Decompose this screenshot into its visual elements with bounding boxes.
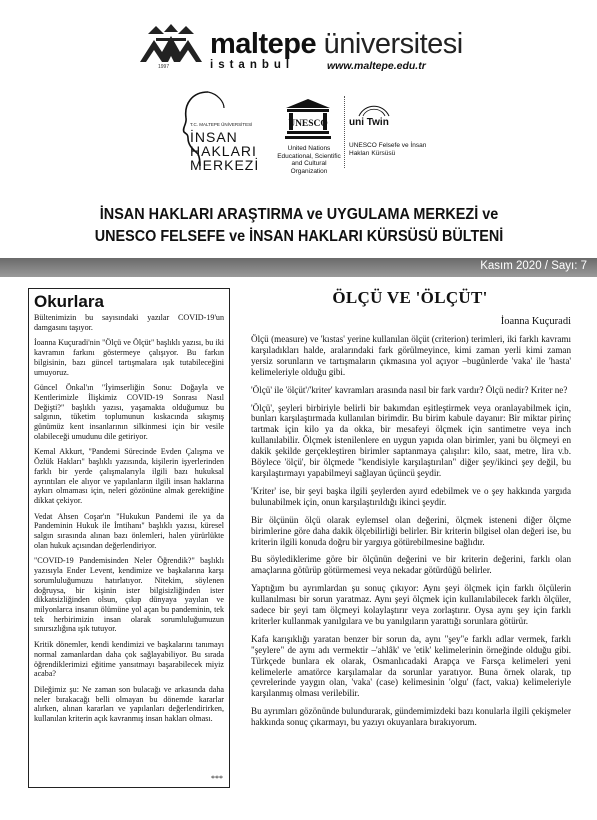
bulletin-title-line-1: İNSAN HAKLARI ARAŞTIRMA ve UYGULAMA MERKEZİ ve [99,206,499,223]
issue-date: Kasım 2020 / Sayı: 7 [480,260,587,272]
readers-paragraph: Kemal Akkurt, "Pandemi Sürecinde Evden Çalışma ve Özlük Hakları" başlıklı yazısında, kişilerin işyerlerinden farklı bir yerde çalışmalarıyla ilgili bazı hukuksal ayrıntıları ele alıyor ve yapılanların ilgili insan haklarına aykırı olmaması için, neleri gözönüne almak gerektiğine dikkat çekiyor. [34,447,224,505]
readers-heading: Okurlara [34,292,104,311]
readers-paragraph: Güncel Önkal'ın "İyimserliğin Sonu: Doğayla ve Kentlerimizle İlişkimiz COVID-19 Sonrası Nasıl Değişti?" başlıklı yazısı, yaşamakta olduğumuz bu salgının, tüketim toplumunun kıskacında sıkışmış günümüz kent insanlarının silkinmesi için bir vesile olabileceği umudunu dile getiriyor. [34,383,224,441]
unesco-caption: United Nations Educational, Scientific and Cultural Organization [277,145,341,175]
readers-paragraph: Bültenimizin bu sayısındaki yazılar COVID-19'un damgasını taşıyor. [34,313,224,332]
unitwin-word: uni Twin [349,117,389,128]
article-paragraph: Bu söylediklerime göre bir ölçünün değerini ve bir kriterin değerini, farklı olan amaçlarına götürüp götürmemesi veya nekadar götürdüğü belirler. [251,554,571,576]
end-stars: *** [211,774,223,783]
readers-paragraph: Vedat Ahsen Coşar'ın "Hukukun Pandemi ile ya da Pandeminin Hukuk ile İmtihanı" başlıklı yazısı, küresel salgın sırasında alınan bazı önlemleri, halen yürürlükte olan hukuk açısından değerlendiriyor. [34,511,224,550]
unesco-temple-icon [284,98,332,142]
university-name-bold: maltepe [210,28,317,60]
unitwin-arc-icon [357,103,391,117]
university-city: istanbul [210,59,295,71]
article-paragraph: 'Kriter' ise, bir şeyi başka ilgili şeylerden ayırd edebilmek ve o şey hakkında yargıda bulunabilmek için, onun karşılaştırıldığı ikinci şeydir. [251,485,571,507]
bulletin-title-line-2: UNESCO FELSEFE ve İNSAN HAKLARI KÜRSÜSÜ BÜLTENİ [94,228,504,245]
university-name-light: üniversitesi [323,28,463,60]
human-rights-center-logo-text [190,130,259,172]
article-paragraph: Bu ayrımları gözönünde bulundurarak, gündemimizdeki bazı konularla ilgili çekişmeler hakkında sonuç çıkarmayı, bu yazıyı okuyanlara bırakıyorum. [251,706,571,728]
article-title: ÖLÇÜ VE 'ÖLÇÜT' [332,288,488,307]
logo-divider [344,96,345,168]
bulletin-title [84,204,514,248]
university-name [210,28,463,61]
ihm-line-2: HAKLARI [190,143,257,159]
maltepe-logo-icon [138,22,204,66]
ihm-line-1: İNSAN [190,129,238,145]
readers-box [28,288,230,788]
article-paragraph: Ölçü (measure) ve 'kıstas' yerine kullanılan ölçüt (criterion) terimleri, iki farklı kavramı karşıladıkları halde, aralarındaki fark görülmeyince, kimi zaman yerli kimi zaman yersiz sorunların ve tartışmaların çıkmasına yol açıyor –bugünlerde 'vaka' ile 'hasta' kelimeleriyle olduğu gibi. [251,334,571,377]
article-paragraph: 'Ölçü', şeyleri birbiriyle belirli bir bakımdan eşitleştirmek veya oranlayabilmek için, bunları karşılaştırmada kullanılan birimdir. Bu birim kabule dayanır: Bir miktar pirinç tartmak için kilo ya da okka, bir mesafeyi ölçmek için santimetre veya inch kullanılabilir. Ölçmek istenilenlere en uygun yapıda olan birimler, yani bu ölçmeyi en dakik şekilde gerçekleştiren birimler saptanmaya çalışılır: kilo, saat, metre, lira v.b. Böylece 'ölçü', bir ölçmede "kendisiyle karşılaştırılan" diğer şey/ikinci şey değil, bu karşılaştırmayı yapabilmeyi sağlayan üçüncü şeydir. [251,402,571,478]
issue-band [0,258,597,277]
ihm-line-3: MERKEZİ [190,157,260,173]
article-paragraph: 'Ölçü' ile 'ölçüt'/'kriter' kavramları arasında nasıl bir fark vardır? Ölçü nedir? Kriter ne? [251,384,568,395]
ihm-university-label: T.C. MALTEPE ÜNİVERSİTESİ [190,122,253,127]
university-url: www.maltepe.edu.tr [327,60,426,72]
article-paragraph: Kafa karışıklığı yaratan benzer bir sorun da, aynı "şey"e farklı adlar vermek, farklı "şeylere" de aynı adı vermektir –'ahlâk' ve 'etik' kelimelerinin örneğinde olduğu gibi. Türkçede bunlara ek olarak, Osmanlıcadaki Arapça ve Farsça kelimeleri yeni kelimelerle amatörce karşılamalar da sorunlar yaratıyor. Buna örnek olarak, tıp çevrelerinde yaygın olan, 'vaka' (case) kelimesinin 'olgu' (fact, vakıa) kelimeleriyle karşılanmış olması verilebilir. [251,633,571,699]
readers-paragraph: Kritik dönemler, kendi kendimizi ve başkalarını tanımayı normal zamanlardan daha çok sağlayabiliyor. Bu sırada öğrendiklerimizi eğitime yansıtmayı başarabilecek miyiz acaba? [34,640,224,679]
founding-year: 1997 [158,64,170,70]
unitwin-logo [349,103,391,128]
article-paragraph: Bir ölçünün ölçü olarak eylemsel olan değerini, ölçmek isteneni diğer ölçme birimlerine göre daha dakik ölçebilirliği belirler. Bir kriterin bilgisel olan değeri ise, bu kriterin ilgili konuda doğru bir yargıya götürebilmesine bağlıdır. [251,514,571,547]
article-paragraph: Yaptığım bu ayrımlardan şu sonuç çıkıyor: Aynı şeyi ölçmek için farklı ölçülerin kullanılması bir sorun yaratmaz. Aynı şeyi ölçmek için kullanılabilecek farklı ölçüler, sadece bir şeyi tam ölçmeyi kolaylaştırır veya zorlaştırır. Oysa aynı şey için farklı kriterler kullanmak yanılgılara ve bu yanılgıların yarattığı sorunlara götürür. [251,583,571,626]
article-author: İoanna Kuçuradi [500,316,571,327]
unesco-word: UNESCO [288,119,328,129]
readers-paragraph: İoanna Kuçuradi'nin "Ölçü ve Ölçüt" başlıklı yazısı, bu iki kavramın farkını göstermeye çalışıyor. Bu farkın bilgisinin, bazı güncel tartışmalara ışık tutabileceğini umuyoruz. [34,338,224,377]
readers-paragraph: "COVID-19 Pandemisinden Neler Öğrendik?" başlıklı yazısıyla Ender Levent, kendimize ve başkalarına karşı sorumluluğumuzu hatırlatıyor. Nitekim, söylenen doğruysa, bir kişinin ister bilgisizliğinden ister dikkatsizliğinden olsun, çıkıp dünyaya yayılan ve milyonlarca insanın ölümüne yol açan bu pandeminin, tek tek herbirimizin insan olarak sorumluluğumuzun sınırsızlığına ışık tutuyor. [34,556,224,634]
readers-paragraph: Dileğimiz şu: Ne zaman son bulacağı ve arkasında daha neler bırakacağı belli olmayan bu dönemde kararlar alırken, alınan kararları ve yapılanları değerlendirirken, kullanılan kriterin açık kavranmış insan hakları olması. [34,684,224,724]
article-body [251,334,571,735]
unitwin-caption: UNESCO Felsefe ve İnsan Hakları Kürsüsü [349,142,427,157]
